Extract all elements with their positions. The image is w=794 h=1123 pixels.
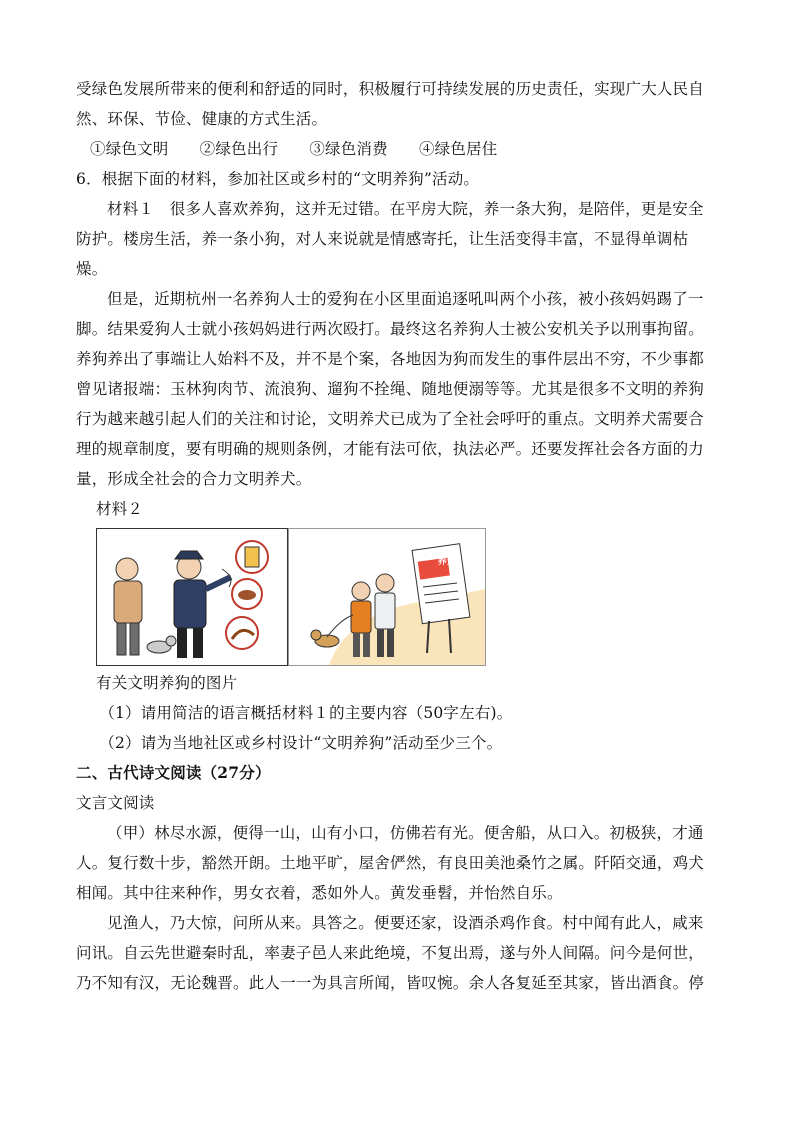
classical-text-paragraph-2: 见渔人，乃大惊，问所从来。具答之。便要还家，设酒杀鸡作食。村中闻有此人，咸来问讯。自云先世避秦时乱，率妻子邑人来此绝境，不复出焉，遂与外人间隔。问今是何世，乃不知有汉，无论魏晋。此人一一为具言所闻，皆叹惋。余人各复延至其家，皆出酒食。停 <box>76 914 705 992</box>
option-3: ③绿色消费 <box>309 140 388 158</box>
intro-paragraph: 受绿色发展所带来的便利和舒适的同时，积极履行可持续发展的历史责任，实现广大人民自然、环保、节俭、健康的方式生活。 <box>76 80 705 128</box>
document-page <box>76 74 716 998</box>
figure-caption: 有关文明养狗的图片 <box>96 674 238 692</box>
section-2-subheading: 文言文阅读 <box>76 794 155 812</box>
poster-title: 养犬 <box>437 557 457 567</box>
cartoon-poster-illustration <box>289 529 485 665</box>
cartoon-police-illustration <box>97 529 287 665</box>
question-6-title: 6．根据下面的材料，参加社区或乡村的“文明养狗”活动。 <box>76 170 480 188</box>
cartoon-police-and-dogs <box>96 528 288 666</box>
section-2-heading: 二、古代诗文阅读（27分） <box>76 763 271 782</box>
material-1-paragraph-1: 材料１ 很多人喜欢养狗，这并无过错。在平房大院，养一条大狗，是陪伴，更是安全防护。楼房生活，养一条小狗，对人来说就是情感寄托，让生活变得丰富，不显得单调枯燥。 <box>76 200 704 278</box>
options-row <box>76 134 716 164</box>
question-6-sub-1: （1）请用简洁的语言概括材料１的主要内容（50字左右)。 <box>99 704 513 722</box>
option-2: ②绿色出行 <box>199 140 279 158</box>
classical-text-paragraph-1: （甲）林尽水源，便得一山，山有小口，仿佛若有光。便舍船，从口入。初极狭，才通人。复行数十步，豁然开朗。土地平旷，屋舍俨然，有良田美池桑竹之属。阡陌交通，鸡犬相闻。其中往来种作，男女衣着，悉如外人。黄发垂髫，并怡然自乐。 <box>76 824 705 902</box>
option-4: ④绿色居住 <box>418 140 498 158</box>
cartoon-dog-rules-poster <box>288 528 486 666</box>
question-6-sub-2: （2）请为当地社区或乡村设计“文明养狗”活动至少三个。 <box>99 734 503 752</box>
material-2-figures <box>96 528 716 668</box>
material-2-label: 材料２ <box>96 500 144 518</box>
material-1-paragraph-2: 但是，近期杭州一名养狗人士的爱狗在小区里面追逐吼叫两个小孩，被小孩妈妈踢了一脚。结果爱狗人士就小孩妈妈进行两次殴打。最终这名养狗人士被公安机关予以刑事拘留。养狗养出了事端让人始料不及，并不是个案，各地因为狗而发生的事件层出不穷，不少事都曾见诸报端：玉林狗肉节、流浪狗、遛狗不拴绳、随地便溺等等。尤其是很多不文明的养狗行为越来越引起人们的关注和讨论，文明养犬已成为了全社会呼吁的重点。文明养犬需要合理的规章制度，要有明确的规则条例，才能有法可依，执法必严。还要发挥社会各方面的力量，形成全社会的合力文明养犬。 <box>76 290 705 488</box>
option-1: ①绿色文明 <box>90 140 169 158</box>
